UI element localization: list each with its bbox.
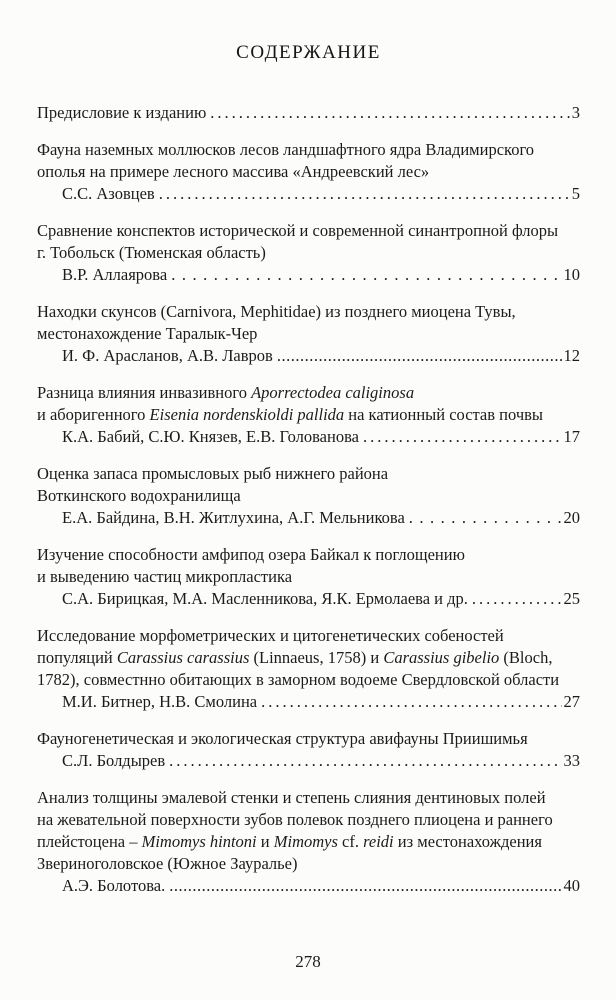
toc-entry [37, 544, 580, 610]
entry-title-text: Предисловие к изданию [37, 103, 207, 122]
entry-title-line [37, 853, 580, 875]
entry-title-latin-name: Mimomys [273, 832, 338, 851]
entry-title-line [37, 242, 580, 264]
dot-leader [210, 102, 569, 124]
entry-page-number: 20 [563, 508, 580, 527]
entry-title-line [37, 301, 580, 323]
entry-title-line [37, 404, 580, 426]
dot-leader [169, 875, 561, 897]
entry-title-line [37, 220, 580, 242]
entry-title-text: популяций [37, 648, 117, 667]
entry-title-text: cf. [337, 832, 364, 851]
entry-title-line [37, 647, 580, 669]
entry-authors-line [37, 875, 580, 897]
toc-list [37, 102, 580, 897]
entry-title-text: Звериноголовское (Южное Зауралье) [37, 854, 298, 873]
entry-title-text: Находки скунсов (Carnivora, Mephitidae) из позднего миоцена Тувы, [37, 302, 516, 321]
entry-title-text: и [256, 832, 274, 851]
toc-entry [37, 463, 580, 529]
entry-authors: И. Ф. Арасланов, А.В. Лавров [62, 346, 273, 365]
entry-title-latin-name: Carassius carassius [116, 648, 250, 667]
entry-page-number: 5 [571, 184, 580, 203]
entry-authors: М.И. Битнер, Н.В. Смолина [62, 692, 258, 711]
entry-title-latin-name: Mimomys hintoni [141, 832, 257, 851]
entry-page-number: 3 [571, 103, 580, 122]
entry-title-text: Сравнение конспектов исторической и современной синантропной флоры [37, 221, 559, 240]
toc-page [0, 40, 616, 1000]
entry-title-text: (Linnaeus, 1758) и [249, 648, 384, 667]
entry-title-latin-name: Eisenia nordenskioldi pallida [149, 405, 345, 424]
page-title: СОДЕРЖАНИЕ [236, 42, 381, 63]
toc-entry [37, 625, 580, 713]
entry-authors: К.А. Бабий, С.Ю. Князев, Е.В. Голованова [62, 427, 359, 446]
page-footer [0, 952, 616, 972]
entry-title-line [37, 323, 580, 345]
dot-leader [472, 588, 562, 610]
entry-title-line [37, 463, 580, 485]
toc-entry [37, 382, 580, 448]
entry-title-line [37, 669, 580, 691]
dot-leader [159, 183, 570, 205]
entry-title-latin-name: Carassius gibelio [383, 648, 500, 667]
entry-authors-line [37, 183, 580, 205]
entry-authors: С.А. Бирицкая, М.А. Масленникова, Я.К. Ермолаева и др. [62, 589, 468, 608]
entry-page-number: 12 [563, 346, 580, 365]
entry-title-text: Фауна наземных моллюсков лесов ландшафтного ядра Владимирского [37, 140, 535, 159]
toc-entry [37, 102, 580, 124]
entry-title-text: местонахождение Таралык-Чер [37, 324, 258, 343]
entry-page-number: 27 [563, 692, 580, 711]
entry-page-number: 10 [563, 265, 580, 284]
entry-title-text: Изучение способности амфипод озера Байкал к поглощению [37, 545, 465, 564]
entry-authors-line [37, 264, 580, 286]
entry-title-line [37, 809, 580, 831]
dot-leader [171, 264, 561, 286]
toc-entry [37, 787, 580, 897]
entry-title-text: из местонахождения [393, 832, 542, 851]
entry-authors-line [37, 507, 580, 529]
entry-title-line [37, 566, 580, 588]
toc-entry [37, 728, 580, 772]
entry-title-line [37, 728, 580, 750]
entry-title-line [37, 544, 580, 566]
entry-page-number: 40 [563, 876, 580, 895]
entry-title-text: Фауногенетическая и экологическая структура авифауны Приишимья [37, 729, 528, 748]
entry-title-text: на катионный состав почвы [344, 405, 544, 424]
entry-title-line [37, 161, 580, 183]
entry-title-text: 1782), совместнно обитающих в заморном водоеме Свердловской области [37, 670, 560, 689]
entry-title-text: Исследование морфометрических и цитогенетических собеностей [37, 626, 504, 645]
dot-leader [363, 426, 562, 448]
entry-authors: А.Э. Болотова. [62, 876, 166, 895]
entry-title-line [37, 485, 580, 507]
entry-title-text: Оценка запаса промысловых рыб нижнего района [37, 464, 389, 483]
entry-title-latin-name: Aporrectodea caliginosa [251, 383, 415, 402]
entry-title-line [37, 139, 580, 161]
entry-page-number: 17 [563, 427, 580, 446]
dot-leader [261, 691, 561, 713]
entry-title-line [37, 102, 580, 124]
toc-entry [37, 139, 580, 205]
entry-title-line [37, 831, 580, 853]
entry-title-text: ополья на примере лесного массива «Андреевский лес» [37, 162, 430, 181]
entry-title-text: и аборигенного [37, 405, 150, 424]
entry-title-line [37, 625, 580, 647]
entry-title-text: Воткинского водохранилища [37, 486, 241, 505]
entry-title-line [37, 787, 580, 809]
entry-authors-line [37, 691, 580, 713]
entry-authors: Е.А. Байдина, В.Н. Житлухина, А.Г. Мельникова [62, 508, 405, 527]
toc-entry [37, 220, 580, 286]
entry-title-text: Анализ толщины эмалевой стенки и степень слияния дентиновых полей [37, 788, 546, 807]
entry-authors-line [37, 750, 580, 772]
entry-title-text: и выведению частиц микропластика [37, 567, 293, 586]
dot-leader [409, 507, 562, 529]
dot-leader [169, 750, 561, 772]
entry-title-text: Разница влияния инвазивного [37, 383, 252, 402]
dot-leader [277, 345, 562, 367]
entry-page-number: 33 [563, 751, 580, 770]
entry-title-line [37, 382, 580, 404]
entry-title-text: на жевательной поверхности зубов полевок позднего плиоцена и раннего [37, 810, 553, 829]
page-number: 278 [295, 952, 321, 971]
toc-entry [37, 301, 580, 367]
entry-authors: С.С. Азовцев [62, 184, 155, 203]
entry-authors: С.Л. Болдырев [62, 751, 166, 770]
entry-authors-line [37, 426, 580, 448]
entry-authors-line [37, 588, 580, 610]
entry-authors-line [37, 345, 580, 367]
entry-title-text: г. Тобольск (Тюменская область) [37, 243, 266, 262]
entry-title-text: (Bloch, [499, 648, 553, 667]
entry-authors: В.Р. Аллаярова [62, 265, 168, 284]
entry-title-text: плейстоцена – [37, 832, 142, 851]
entry-page-number: 25 [563, 589, 580, 608]
entry-title-latin-name: reidi [363, 832, 394, 851]
